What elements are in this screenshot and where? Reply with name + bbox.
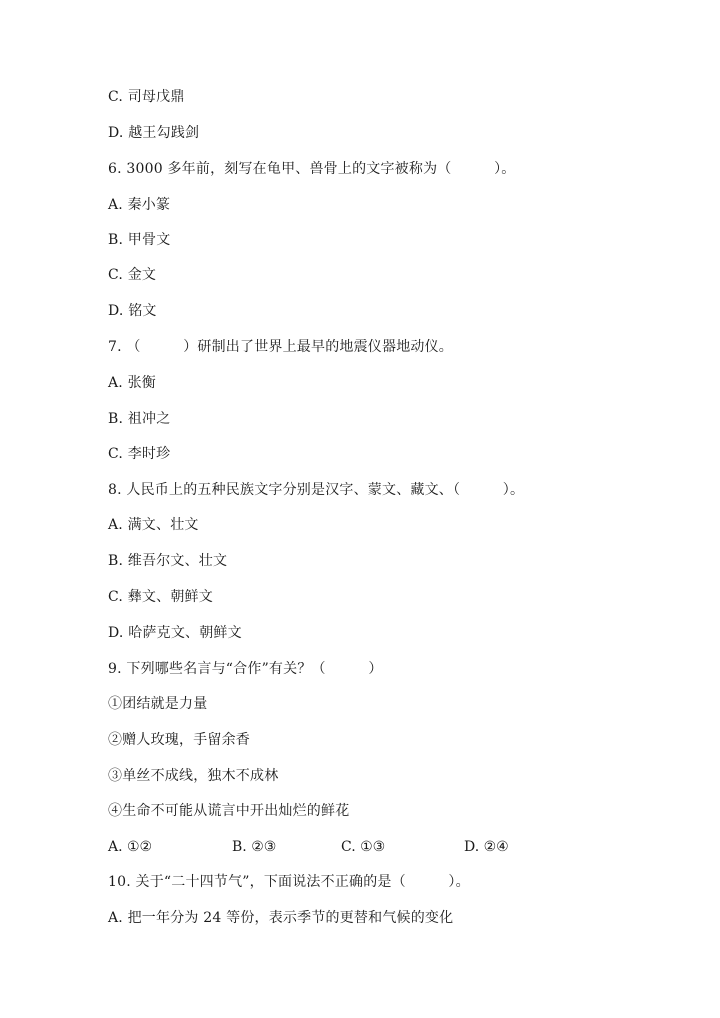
option-a-q10: A. 把一年分为 24 等份，表示季节的更替和气候的变化 [108, 910, 454, 926]
option-c-q7: C. 李时珍 [108, 446, 171, 462]
option-b-q8: B. 维吾尔文、壮文 [108, 553, 228, 569]
statement-2-q9: ②赠人玫瑰，手留余香 [108, 732, 250, 748]
option-a-q9: A. ①② [108, 839, 153, 855]
question-6: 6. 3000 多年前，刻写在龟甲、兽骨上的文字被称为（ ）。 [108, 161, 516, 177]
option-d-q9: D. ②④ [464, 839, 509, 855]
q9-options-row [108, 838, 628, 856]
statement-1-q9: ①团结就是力量 [108, 696, 208, 712]
option-d-q5: D. 越王勾践剑 [108, 125, 200, 141]
statement-3-q9: ③单丝不成线，独木不成林 [108, 768, 279, 784]
option-b-q7: B. 祖冲之 [108, 411, 171, 427]
statement-4-q9: ④生命不可能从谎言中开出灿烂的鲜花 [108, 803, 350, 819]
option-c-q9: C. ①③ [341, 839, 386, 855]
question-8: 8. 人民币上的五种民族文字分别是汉字、蒙文、藏文、（ ）。 [108, 482, 525, 498]
question-10: 10. 关于“二十四节气”，下面说法不正确的是（ ）。 [108, 874, 470, 890]
option-a-q6: A. 秦小篆 [108, 197, 171, 213]
option-a-q8: A. 满文、壮文 [108, 517, 199, 533]
option-b-q9: B. ②③ [232, 839, 277, 855]
question-7: 7. （ ）研制出了世界上最早的地震仪器地动仪。 [108, 339, 454, 355]
option-d-q6: D. 铭文 [108, 303, 157, 319]
option-b-q6: B. 甲骨文 [108, 232, 171, 248]
option-c-q6: C. 金文 [108, 267, 157, 283]
option-d-q8: D. 哈萨克文、朝鲜文 [108, 625, 242, 641]
question-9: 9. 下列哪些名言与“合作”有关？（ ） [108, 661, 383, 677]
option-a-q7: A. 张衡 [108, 375, 157, 391]
option-c-q5: C. 司母戊鼎 [108, 89, 185, 105]
option-c-q8: C. 彝文、朝鲜文 [108, 589, 213, 605]
